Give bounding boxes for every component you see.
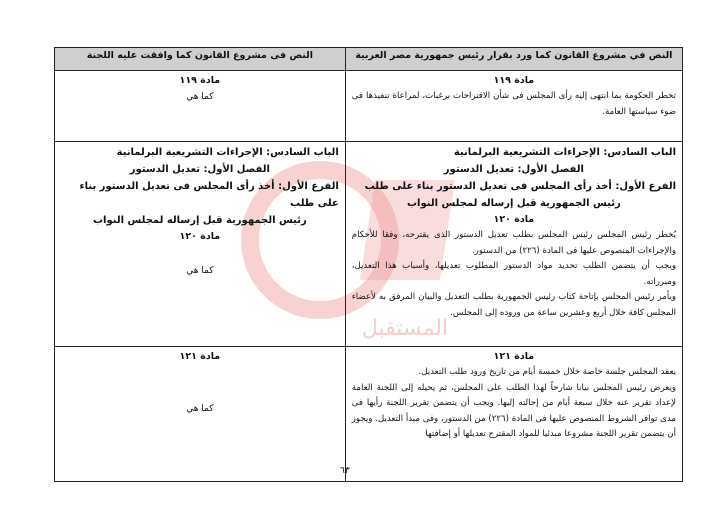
table-row — [55, 347, 683, 482]
article-number: مادة ١١٩ — [179, 75, 221, 86]
branch-heading-cont: رئيس الجمهورية قبل إرساله لمجلس النواب — [407, 198, 621, 209]
cell-committee — [55, 71, 346, 142]
article-paragraph: يُخطر رئيس المجلس رئيس المجلس بطلب تعديل الدستور الذى يقترحه، وفقا للأحكام والإجراءات المنصوص عليها فى المادة (٢٢٦) من الدستور. — [351, 230, 676, 256]
article-number: مادة ١٢٠ — [493, 214, 535, 225]
article-paragraph: ويجب أن يتضمن الطلب تحديد مواد الدستور المطلوب تعديلها، وأسباب هذا التعديل، ومبرراته. — [351, 261, 676, 287]
header-committee-text: النص فى مشروع القانون كما وافقت عليه اللجنة — [55, 48, 346, 71]
article-number: مادة ١٢١ — [493, 351, 535, 362]
cell-committee — [55, 347, 346, 482]
watermark-text: المستقبل — [361, 316, 449, 341]
chapter-heading: الفصل الأول: تعديل الدستور — [129, 164, 270, 175]
cell-original — [345, 347, 682, 482]
table-row — [55, 71, 683, 142]
branch-heading: الفرع الأول: أخذ رأى المجلس فى تعديل الدستور بناء على طلب — [79, 181, 339, 209]
article-paragraph: يعقد المجلس جلسة خاصة خلال خمسة أيام من تاريخ ورود طلب التعديل. — [418, 367, 676, 377]
cell-original — [345, 71, 682, 142]
header-original-text: النص في مشروع القانون كما ورد بقرار رئيس جمهورية مصر العربية — [345, 48, 682, 71]
page-number: ٦٣ — [340, 466, 350, 476]
unchanged-note: كما هي — [186, 266, 214, 276]
article-paragraph: ويعرض رئيس المجلس بيانا شارحاً لهذا الطلب على المجلس، ثم يحيله إلى اللجنة العامة لإعداد تقرير عنه خلال سبعة أيام من إحالته إليها. ويجب أن يتضمن تقرير اللجنة رأيها فى مدى توافر الشروط المنصوص عليها فى المادة (٢٢٦) من الدستور، وفى مبدأ التعديل. ويجوز أن يتضمن تقرير اللجنة مشروعا مبدئيا للمواد المقترح تعديلها أو إضافتها — [351, 382, 676, 439]
cell-original — [345, 142, 682, 347]
article-text: تخطر الحكومة بما انتهى إليه رأى المجلس فى شأن الاقتراحات برغبات، لمراعاة تنفيذها فى ضوء سياستها العامة. — [351, 91, 676, 117]
section-heading: الباب السادس: الإجراءات التشريعية البرلمانية — [453, 147, 676, 158]
chapter-heading: الفصل الأول: تعديل الدستور — [443, 164, 584, 175]
branch-heading-cont: رئيس الجمهورية قبل إرساله لمجلس النواب — [93, 215, 307, 226]
article-number: مادة ١٢٠ — [179, 231, 221, 242]
comparison-table — [54, 47, 683, 482]
unchanged-note: كما هي — [186, 92, 214, 102]
article-number: مادة ١٢١ — [179, 351, 221, 362]
unchanged-note: كما هي — [186, 404, 214, 414]
article-paragraph: ويأمر رئيس المجلس بإتاحة كتاب رئيس الجمهورية بطلب التعديل والبيان المرفق به لأعضاء المجلس كافة خلال أربع وعشرين ساعة من وروده إلى المجلس. — [351, 292, 676, 318]
article-number: مادة ١١٩ — [493, 75, 535, 86]
branch-heading: الفرع الأول: أخذ رأى المجلس فى تعديل الدستور بناء على طلب — [364, 181, 676, 192]
cell-committee — [55, 142, 346, 347]
section-heading: الباب السادس: الإجراءات التشريعية البرلمانية — [116, 147, 339, 158]
table-row — [55, 142, 683, 347]
